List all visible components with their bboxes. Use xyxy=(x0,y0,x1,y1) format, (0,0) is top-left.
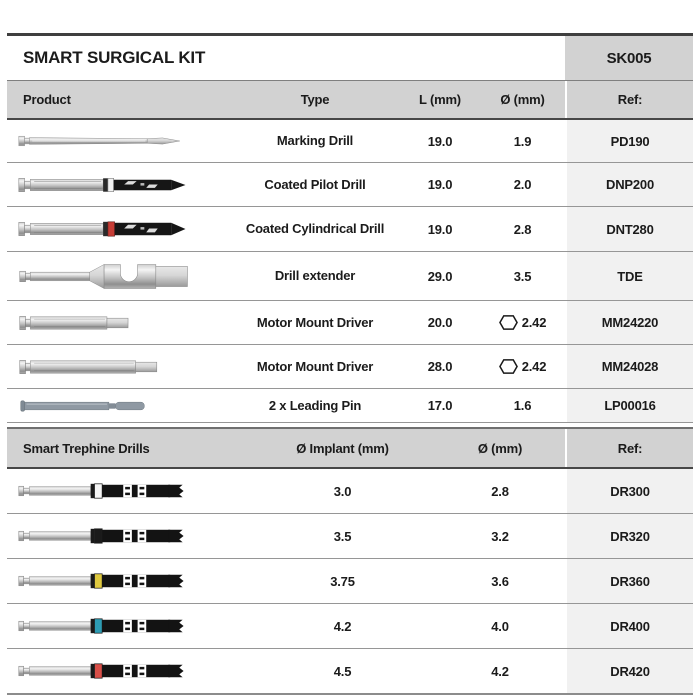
product-diameter: 2.42 xyxy=(521,359,547,374)
motor-mount-driver-icon xyxy=(15,354,197,380)
product-image-cell xyxy=(7,120,230,162)
implant-diameter: 3.5 xyxy=(333,528,352,544)
product-ref: DNP200 xyxy=(565,163,693,206)
col-ref: Ref: xyxy=(565,81,693,118)
product-image-cell xyxy=(7,604,230,648)
table-row xyxy=(7,301,693,345)
product-image-cell xyxy=(7,301,230,344)
drill-diameter: 3.6 xyxy=(491,573,509,589)
product-type: Drill extender xyxy=(274,268,356,284)
trephine-drill-icon xyxy=(15,613,197,639)
col-product: Product xyxy=(23,92,71,107)
table-row xyxy=(7,604,693,649)
product-ref: MM24028 xyxy=(565,345,693,388)
product-type: Coated Cylindrical Drill xyxy=(245,221,385,237)
product-type: Motor Mount Driver xyxy=(256,314,374,330)
implant-diameter: 4.5 xyxy=(333,663,352,679)
title-row xyxy=(7,36,693,80)
col-diameter: Ø (mm) xyxy=(500,92,545,107)
implant-diameter: 3.0 xyxy=(333,483,352,499)
product-ref: DR320 xyxy=(565,514,693,558)
product-diameter-cell xyxy=(480,314,565,331)
implant-diameter: 3.75 xyxy=(330,573,355,589)
product-image-cell xyxy=(7,252,230,300)
product-image-cell xyxy=(7,559,230,603)
product-type: Motor Mount Driver xyxy=(256,358,374,374)
col-ref: Ref: xyxy=(565,429,693,467)
product-type: Marking Drill xyxy=(276,133,354,149)
drill-diameter: 2.8 xyxy=(491,483,509,499)
table-row xyxy=(7,514,693,559)
table-row xyxy=(7,252,693,301)
product-ref: DR420 xyxy=(565,649,693,693)
product-ref: DNT280 xyxy=(565,207,693,251)
product-length: 29.0 xyxy=(427,268,453,284)
table-row xyxy=(7,345,693,389)
product-diameter: 2.0 xyxy=(513,177,532,192)
table-row xyxy=(7,649,693,695)
product-ref: TDE xyxy=(565,252,693,300)
table-row xyxy=(7,163,693,207)
product-image-cell xyxy=(7,345,230,388)
trephine-section-title: Smart Trephine Drills xyxy=(23,440,150,456)
table-row xyxy=(7,389,693,423)
product-diameter-cell xyxy=(480,358,565,375)
marking-drill-icon xyxy=(15,129,197,153)
hexagon-icon xyxy=(499,358,518,375)
product-image-cell xyxy=(7,649,230,693)
product-ref: MM24220 xyxy=(565,301,693,344)
col-type: Type xyxy=(300,92,330,107)
drill-extender-icon xyxy=(15,258,197,294)
drill-diameter: 4.0 xyxy=(491,618,509,634)
drill-diameter: 3.2 xyxy=(491,528,509,544)
leading-pin-icon xyxy=(15,397,197,415)
product-ref: LP00016 xyxy=(565,389,693,422)
product-diameter: 2.8 xyxy=(513,221,532,237)
drill-diameter: 4.2 xyxy=(491,663,509,679)
kit-ref-badge: SK005 xyxy=(563,36,693,80)
table-row xyxy=(7,469,693,514)
product-diameter: 2.42 xyxy=(521,315,547,330)
page-title: SMART SURGICAL KIT xyxy=(23,48,206,67)
table-row xyxy=(7,207,693,252)
product-ref: DR360 xyxy=(565,559,693,603)
col-implant-diameter: Ø Implant (mm) xyxy=(296,440,389,456)
product-type: 2 x Leading Pin xyxy=(268,397,362,413)
hexagon-icon xyxy=(499,314,518,331)
product-length: 17.0 xyxy=(427,398,453,413)
product-length: 28.0 xyxy=(427,359,453,374)
implant-diameter: 4.2 xyxy=(333,618,352,634)
table-row xyxy=(7,559,693,604)
product-image-cell xyxy=(7,389,230,422)
product-diameter: 3.5 xyxy=(513,268,532,284)
product-ref: DR300 xyxy=(565,469,693,513)
product-image-cell xyxy=(7,207,230,251)
trephine-drill-icon xyxy=(15,478,197,504)
product-type: Coated Pilot Drill xyxy=(264,176,366,192)
coated-cylindrical-drill-icon xyxy=(15,215,197,243)
product-diameter: 1.9 xyxy=(513,133,532,149)
column-header-row xyxy=(7,80,693,120)
product-image-cell xyxy=(7,163,230,206)
trephine-drill-icon xyxy=(15,568,197,594)
trephine-header-row xyxy=(7,427,693,469)
motor-mount-driver-icon xyxy=(15,310,197,336)
product-length: 20.0 xyxy=(427,315,453,330)
trephine-drill-icon xyxy=(15,658,197,684)
product-ref: DR400 xyxy=(565,604,693,648)
product-image-cell xyxy=(7,514,230,558)
product-length: 19.0 xyxy=(427,133,453,149)
trephine-drill-icon xyxy=(15,523,197,549)
table-row xyxy=(7,120,693,163)
product-image-cell xyxy=(7,469,230,513)
product-length: 19.0 xyxy=(427,177,453,192)
product-ref: PD190 xyxy=(565,120,693,162)
col-length: L (mm) xyxy=(419,92,461,107)
product-diameter: 1.6 xyxy=(513,398,532,413)
kit-table xyxy=(7,33,693,695)
coated-pilot-drill-icon xyxy=(15,172,197,198)
col-diameter: Ø (mm) xyxy=(477,440,523,456)
product-length: 19.0 xyxy=(427,221,453,237)
